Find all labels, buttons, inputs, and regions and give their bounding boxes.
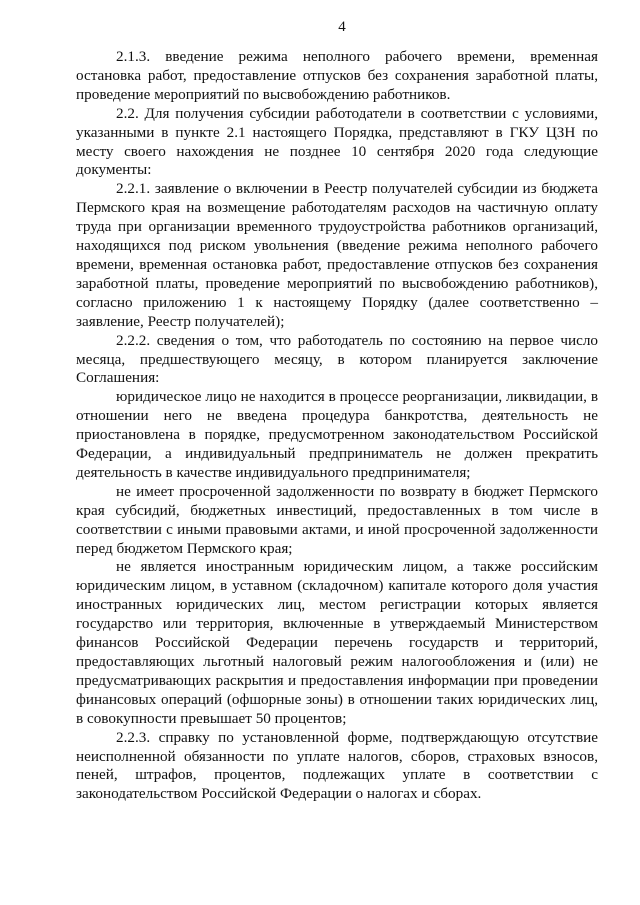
paragraph-foreign-entity-condition: не является иностранным юридическим лицом, а также российским юридическим лицом, в уставном (складочном) капитале которого доля участия иностранных юридических лиц, местом регистрации которых является государство или территория, включенные в утверждаемый Министерством финансов Российской Федерации перечень государств и территорий, предоставляющих льготный налоговый режим налогообложения и (или) не предусматривающих раскрытия и предоставления информации при проведении финансовых операций (офшорные зоны) в отношении таких юридических лиц, в совокупности превышает 50 процентов; bbox=[76, 558, 598, 727]
paragraph-reorganization-condition: юридическое лицо не находится в процессе реорганизации, ликвидации, в отношении него не введена процедура банкротства, деятельность не приостановлена в порядке, предусмотренном законодательством Российской Федерации, а индивидуальный предприниматель не должен прекратить деятельность в качестве индивидуального предпринимателя; bbox=[76, 388, 598, 481]
paragraph-2-2: 2.2. Для получения субсидии работодатели в соответствии с условиями, указанными в пункте 2.1 настоящего Порядка, представляют в ГКУ ЦЗН по месту своего нахождения не позднее 10 сентября 2020 года следующие документы: bbox=[76, 104, 598, 179]
paragraph-2-2-2: 2.2.2. сведения о том, что работодатель по состоянию на первое число месяца, предшествующего месяцу, в котором планируется заключение Соглашения: bbox=[76, 331, 598, 387]
paragraph-2-2-1: 2.2.1. заявление о включении в Реестр получателей субсидии из бюджета Пермского края на возмещение работодателям расходов на частичную оплату труда при организации временного трудоустройства работников организаций, находящихся под риском увольнения (введение режима неполного рабочего времени, временная остановка работ, предоставление отпусков без сохранения заработной платы, проведение мероприятий по высвобождению работников), согласно приложению 1 к настоящему Порядку (далее соответственно – заявление, Реестр получателей); bbox=[76, 180, 598, 330]
paragraph-2-1-3: 2.1.3. введение режима неполного рабочего времени, временная остановка работ, предоставление отпусков без сохранения заработной платы, проведение мероприятий по высвобождению работников. bbox=[76, 48, 598, 103]
paragraph-2-2-3: 2.2.3. справку по установленной форме, подтверждающую отсутствие неисполненной обязанности по уплате налогов, сборов, страховых взносов, пеней, штрафов, процентов, подлежащих уплате в соответствии с законодательством Российской Федерации о налогах и сборах. bbox=[76, 728, 598, 803]
paragraph-debt-condition: не имеет просроченной задолженности по возврату в бюджет Пермского края субсидий, бюджетных инвестиций, предоставленных в том числе в соответствии с иными правовыми актами, и иной просроченной задолженности перед бюджетом Пермского края; bbox=[76, 482, 598, 557]
page-number: 4 bbox=[338, 19, 346, 35]
